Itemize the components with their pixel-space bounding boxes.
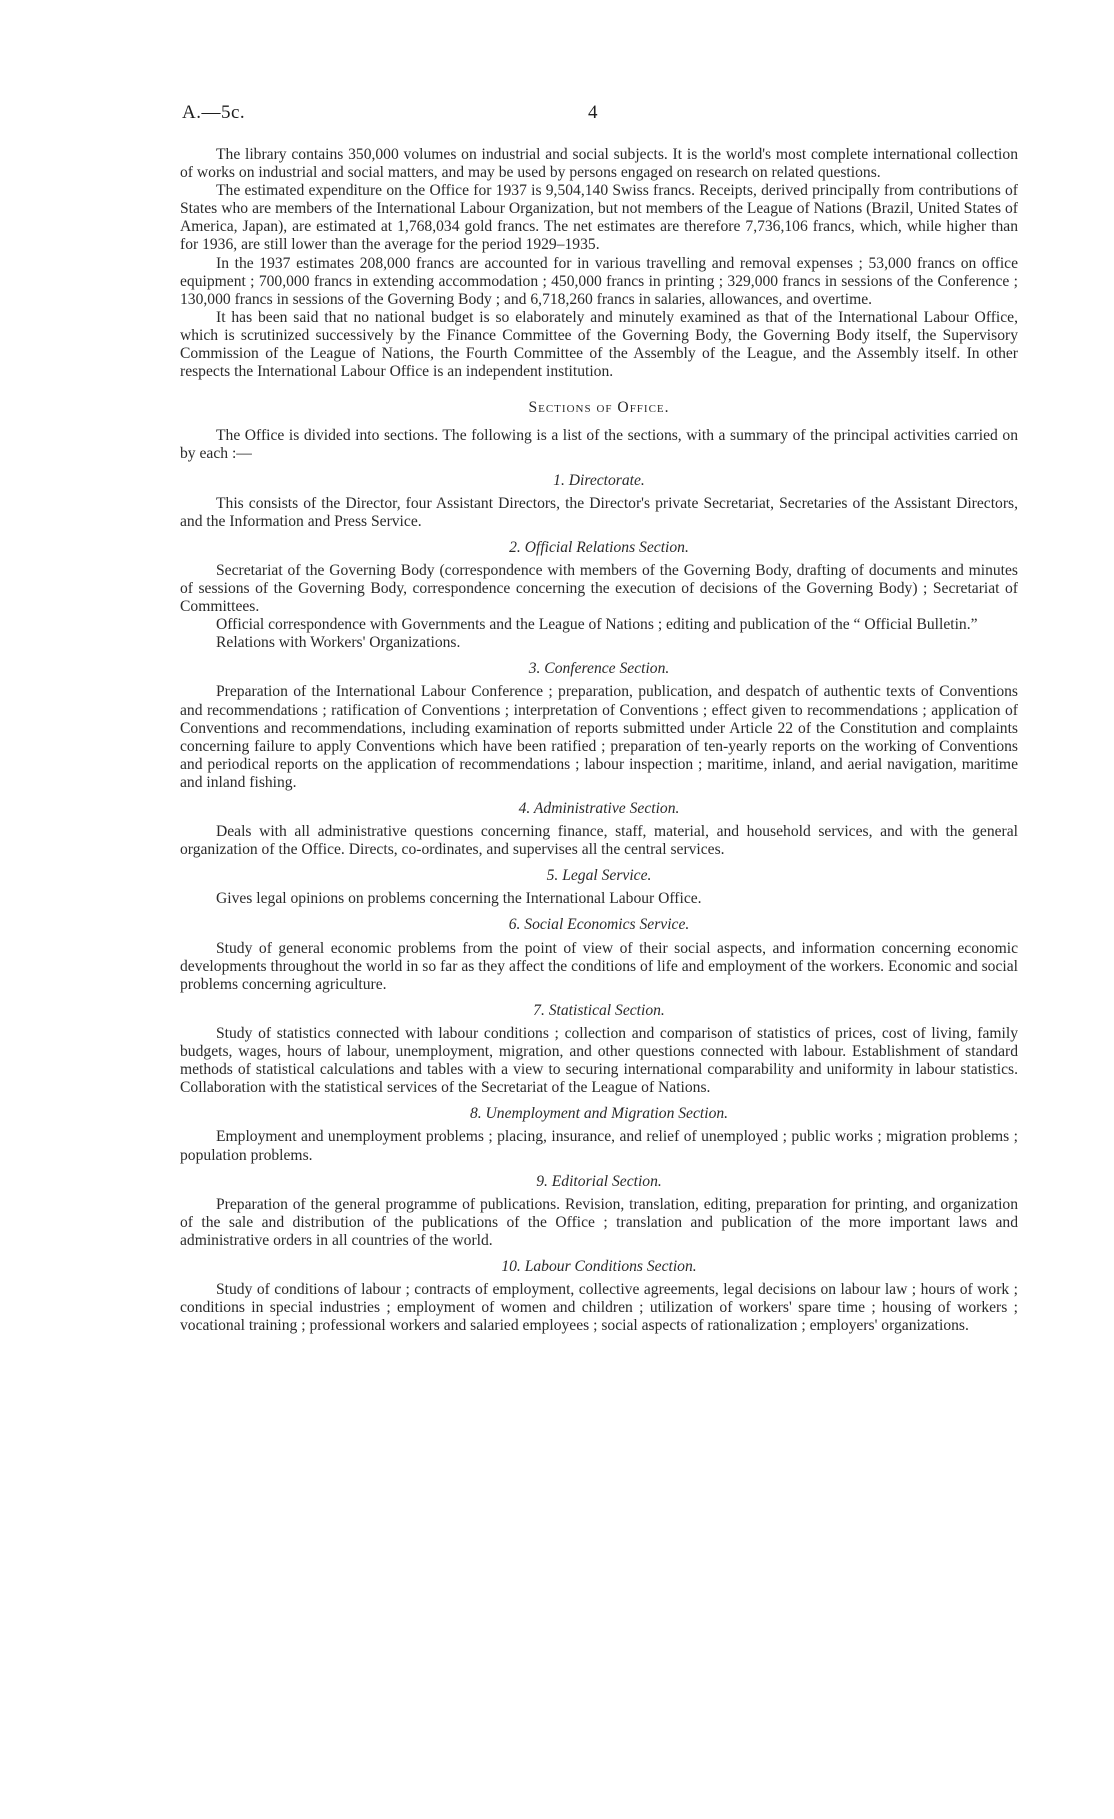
section-paragraph: Preparation of the general programme of publications. Revision, translation, editing, preparation for printing, and organization of the sale and distribution of the publications of the Office ; translation and publication of the more important laws and administrative orders in all countries of the world. [180, 1195, 1018, 1249]
section-heading-directorate: 1. Directorate. [553, 471, 645, 489]
paragraph-expenditure: The estimated expenditure on the Office for 1937 is 9,504,140 Swiss francs. Receipts, derived principally from contributions of States who are members of the International Labour Organization, but not members of the League of Nations (Brazil, United States of America, Japan), are estimated at 1,768,034 gold francs. The net estimates are therefore 7,736,106 francs, which, while higher than for 1936, are still lower than the average for the period 1929–1935. [180, 182, 1018, 254]
document-body [180, 146, 1018, 1335]
section-paragraph: Study of general economic problems from the point of view of their social aspects, and information concerning economic developments throughout the world in so far as they affect the conditions of life and employment of the workers. Economic and social problems concerning agriculture. [180, 939, 1018, 993]
section-paragraph: Secretariat of the Governing Body (correspondence with members of the Governing Body, drafting of documents and minutes of sessions of the Governing Body, correspondence concerning the execution of decisions of the Governing Body) ; Secretariat of Committees. [180, 561, 1018, 616]
paragraph-library: The library contains 350,000 volumes on industrial and social subjects. It is the world's most complete international collection of works on industrial and social matters, and may be used by persons engaged on research on related questions. [180, 146, 1018, 182]
section-heading-editorial: 9. Editorial Section. [536, 1172, 662, 1190]
section-paragraph: Employment and unemployment problems ; placing, insurance, and relief of unemployed ; public works ; migration problems ; population problems. [180, 1128, 1018, 1164]
section-paragraph: Deals with all administrative questions concerning finance, staff, material, and household services, and with the general organization of the Office. Directs, co-ordinates, and supervises all the central services. [180, 823, 1018, 859]
sections-heading: Sections of Office. [528, 399, 670, 417]
section-paragraph: Relations with Workers' Organizations. [216, 634, 461, 652]
section-heading-social-economics: 6. Social Economics Service. [508, 916, 690, 934]
section-heading-legal: 5. Legal Service. [546, 867, 652, 885]
section-paragraph: Study of statistics connected with labour conditions ; collection and comparison of statistics of prices, cost of living, family budgets, wages, hours of labour, unemployment, migration, and other questions connected with labour. Establishment of standard methods of statistical calculations and tables with a view to securing international comparability and uniformity in labour statistics. Collaboration with the statistical services of the Secretariat of the League of Nations. [180, 1024, 1018, 1097]
paragraph-budget-scrutiny: It has been said that no national budget is so elaborately and minutely examined as that of the International Labour Office, which is scrutinized successively by the Finance Committee of the Governing Body, the Governing Body itself, the Supervisory Commission of the League of Nations, the Fourth Committee of the Assembly of the League, and the Assembly itself. In other respects the International Labour Office is an independent institution. [180, 308, 1018, 381]
section-heading-official-relations: 2. Official Relations Section. [509, 538, 689, 556]
section-heading-labour-conditions: 10. Labour Conditions Section. [501, 1257, 697, 1275]
document-reference: A.—5c. [182, 102, 246, 123]
page-number: 4 [588, 102, 598, 123]
section-paragraph: Study of conditions of labour ; contracts of employment, collective agreements, legal decisions on labour law ; hours of work ; conditions in special industries ; employment of women and children ; utilization of workers' spare time ; housing of workers ; vocational training ; professional workers and salaried employees ; social aspects of rationalization ; employers' organizations. [180, 1281, 1018, 1335]
section-paragraph: This consists of the Director, four Assistant Directors, the Director's private Secretariat, Secretaries of the Assistant Directors, and the Information and Press Service. [180, 494, 1018, 530]
section-paragraph: Official correspondence with Governments and the League of Nations ; editing and publication of the “ Official Bulletin.” [216, 616, 978, 634]
section-heading-conference: 3. Conference Section. [528, 660, 670, 678]
section-paragraph: Preparation of the International Labour Conference ; preparation, publication, and despatch of authentic texts of Conventions and recommendations ; ratification of Conventions ; interpretation of Conventions ; effect given to recommendations ; application of Conventions and recommendations, including examination of reports submitted under Article 22 of the Constitution and complaints concerning failure to apply Conventions which have been ratified ; preparation of ten-yearly reports on the working of Conventions and periodical reports on the application of recommendations ; labour inspection ; maritime, inland, and aerial navigation, maritime and inland fishing. [180, 683, 1018, 791]
paragraph-estimates: In the 1937 estimates 208,000 francs are accounted for in various travelling and removal expenses ; 53,000 francs on office equipment ; 700,000 francs in extending accommodation ; 450,000 francs in printing ; 329,000 francs in sessions of the Conference ; 130,000 francs in sessions of the Governing Body ; and 6,718,260 francs in salaries, allowances, and overtime. [180, 254, 1018, 308]
section-paragraph: Gives legal opinions on problems concerning the International Labour Office. [216, 890, 702, 908]
section-heading-unemployment-migration: 8. Unemployment and Migration Section. [469, 1105, 729, 1123]
section-heading-administrative: 4. Administrative Section. [518, 800, 680, 817]
sections-intro: The Office is divided into sections. The following is a list of the sections, with a summary of the principal activities carried on by each :— [180, 427, 1018, 463]
section-heading-statistical: 7. Statistical Section. [533, 1001, 665, 1019]
